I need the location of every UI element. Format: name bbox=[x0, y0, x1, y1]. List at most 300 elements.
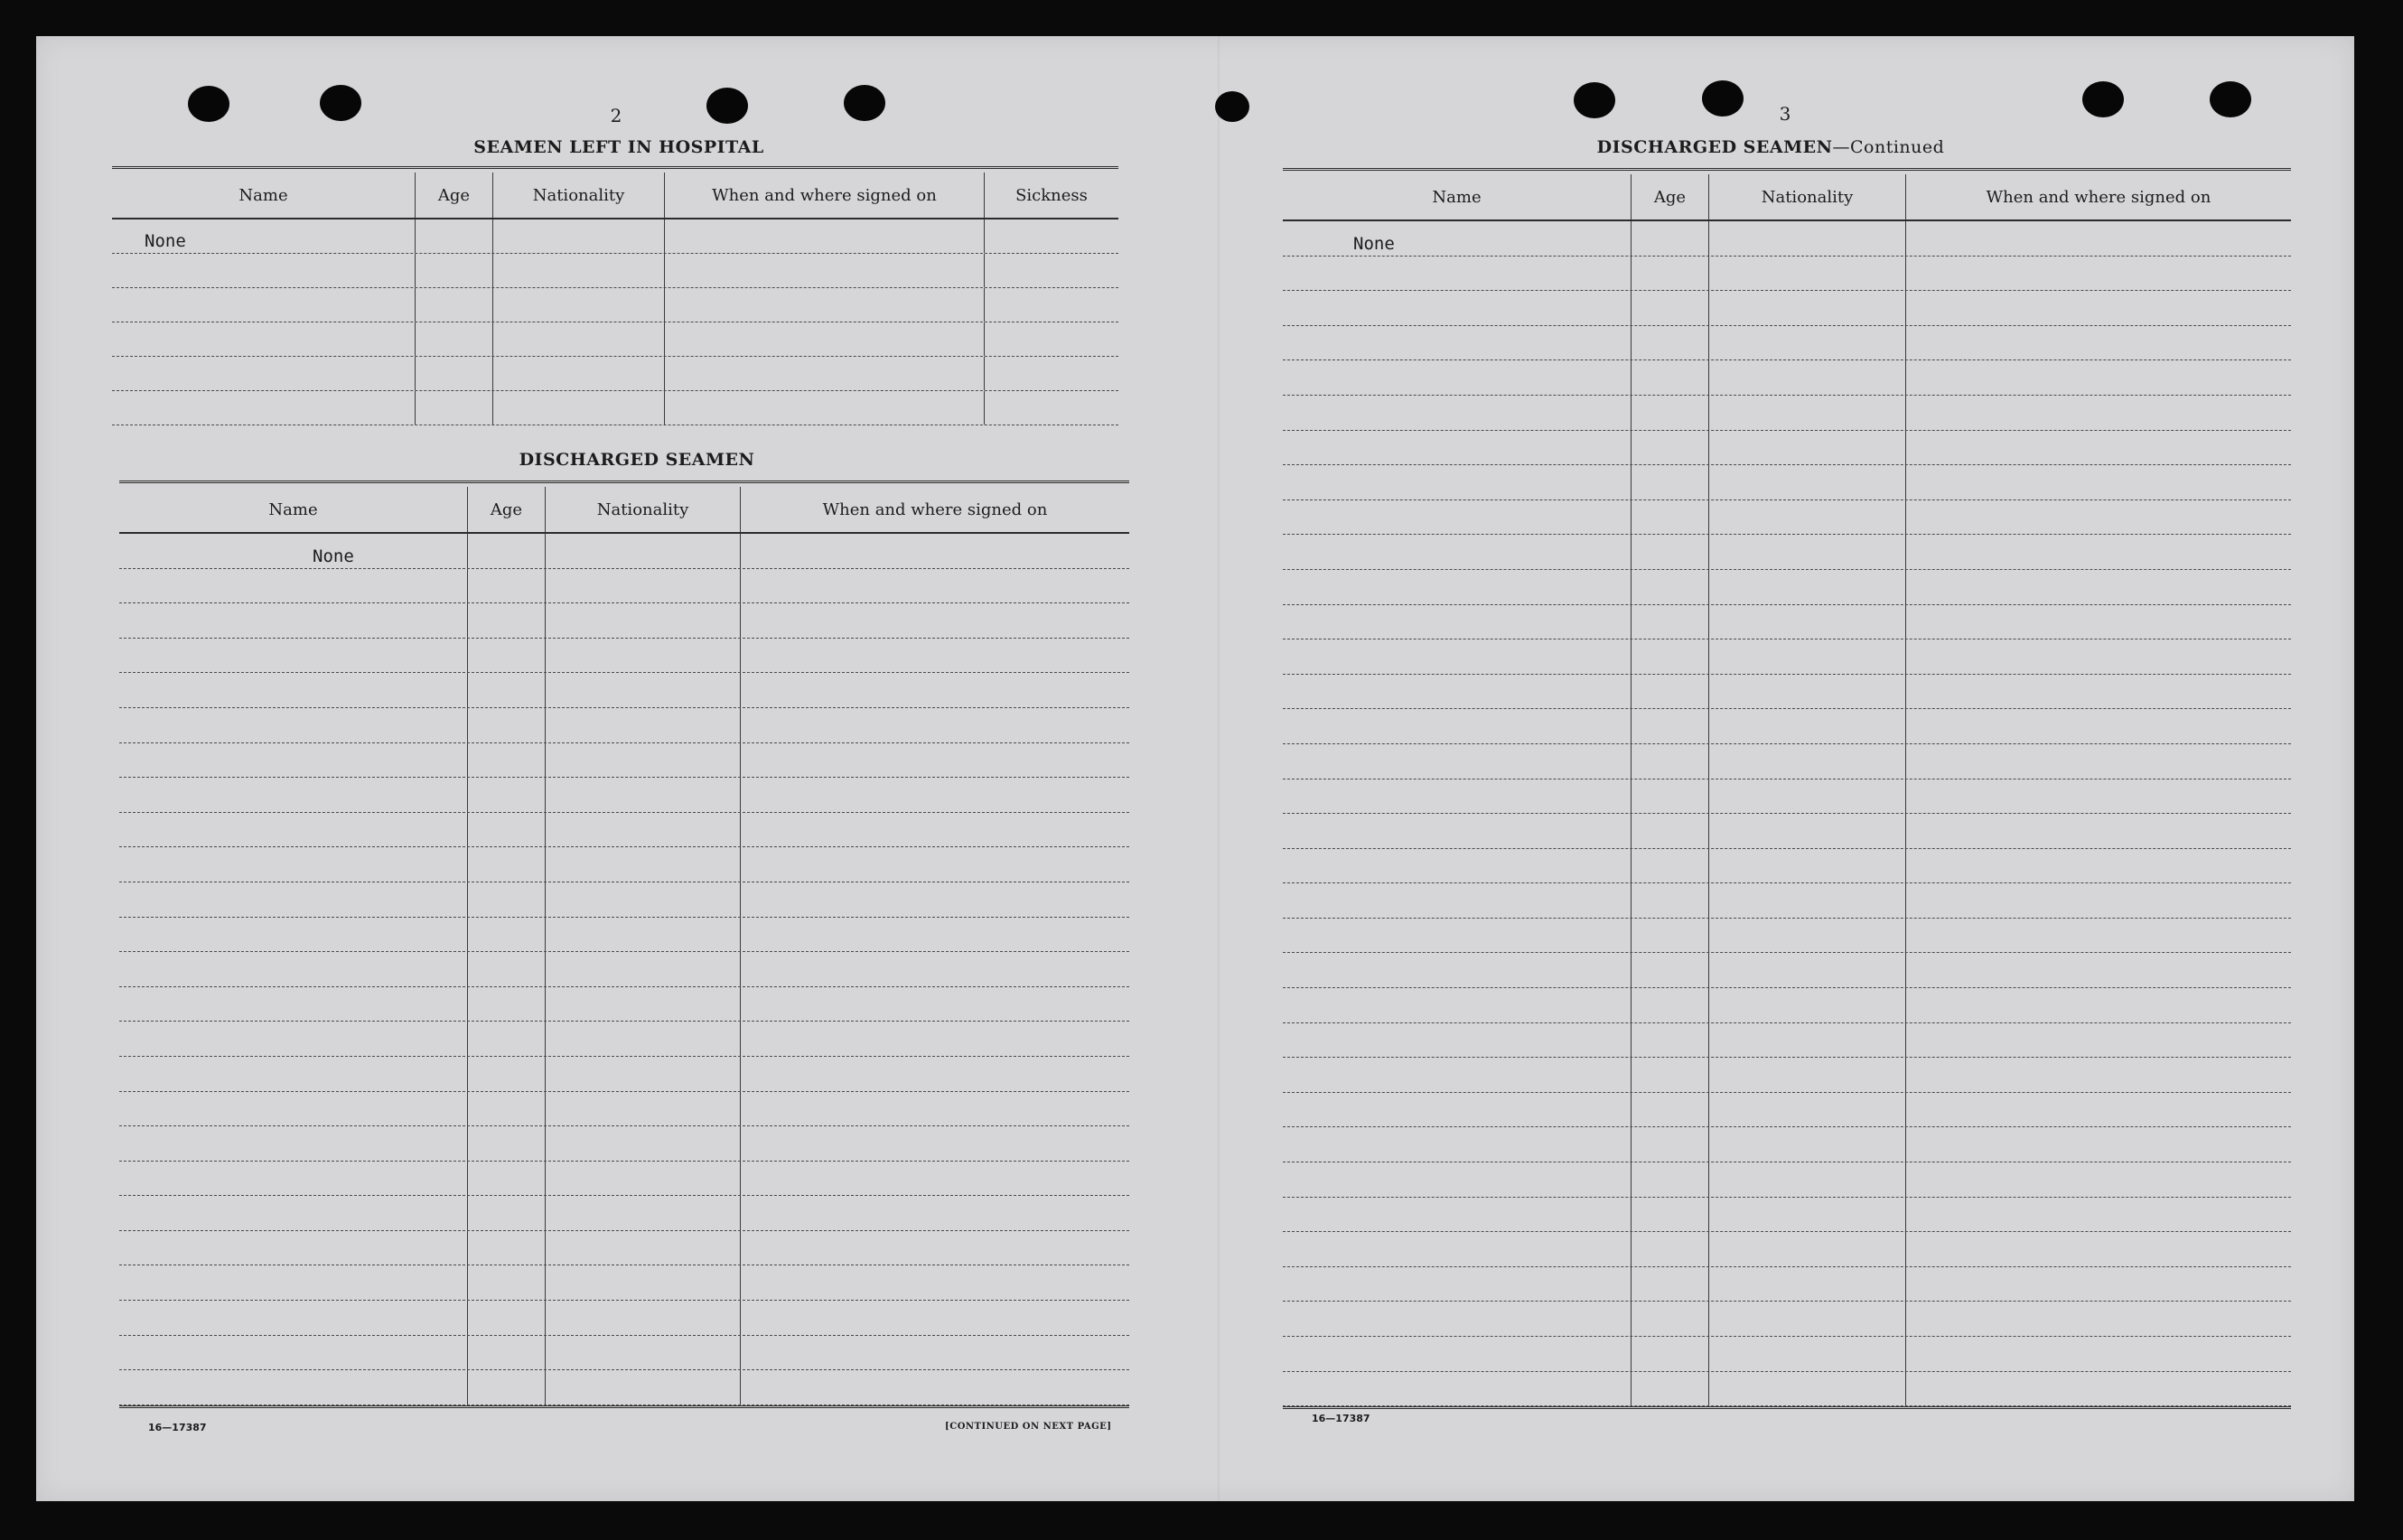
table-cell bbox=[741, 1370, 1129, 1405]
table-cell bbox=[1632, 849, 1709, 883]
table-cell bbox=[468, 603, 546, 638]
table-cell bbox=[468, 1022, 546, 1056]
table-cell bbox=[985, 288, 1118, 322]
punch-hole bbox=[2082, 81, 2124, 117]
table-cell bbox=[1906, 326, 2291, 360]
table-cell bbox=[546, 987, 741, 1022]
table-cell bbox=[468, 813, 546, 847]
table-cell bbox=[1906, 779, 2291, 814]
table-row bbox=[119, 534, 1129, 569]
table-cell bbox=[1906, 535, 2291, 569]
table-row bbox=[1283, 639, 2291, 675]
table-cell bbox=[1906, 500, 2291, 535]
table-cell bbox=[1906, 570, 2291, 604]
table-row bbox=[119, 708, 1129, 743]
table-row bbox=[119, 603, 1129, 639]
table-cell bbox=[1632, 465, 1709, 499]
table-cell bbox=[119, 1336, 468, 1370]
table-cell bbox=[546, 1092, 741, 1126]
table-row bbox=[119, 1057, 1129, 1092]
table-cell bbox=[1283, 1162, 1632, 1197]
table-cell bbox=[741, 778, 1129, 812]
table-row bbox=[1283, 605, 2291, 640]
table-cell bbox=[112, 391, 416, 425]
table-cell bbox=[1906, 1302, 2291, 1336]
table-row bbox=[119, 918, 1129, 953]
table-row bbox=[1283, 500, 2291, 536]
table-cell bbox=[1906, 1372, 2291, 1406]
table-row bbox=[119, 1265, 1129, 1301]
table-cell bbox=[493, 254, 665, 287]
entry-name: None bbox=[1283, 221, 1632, 256]
col-header-sickness: Sickness bbox=[1015, 185, 1088, 205]
table-cell bbox=[416, 219, 493, 253]
col-header-when-where: When and where signed on bbox=[1986, 187, 2211, 207]
table-cell bbox=[112, 288, 416, 322]
table-row bbox=[1283, 1023, 2291, 1059]
table-cell bbox=[416, 357, 493, 390]
table-cell bbox=[493, 322, 665, 356]
punch-hole bbox=[1702, 80, 1744, 117]
table-cell bbox=[741, 847, 1129, 882]
col-header-age: Age bbox=[468, 487, 546, 532]
table-cell bbox=[1906, 1198, 2291, 1232]
table-cell bbox=[1283, 709, 1632, 743]
table-cell bbox=[741, 1092, 1129, 1126]
punch-hole bbox=[2210, 81, 2251, 117]
table-cell bbox=[1632, 1198, 1709, 1232]
table-cell bbox=[546, 639, 741, 673]
table-cell bbox=[1709, 953, 1906, 987]
table-cell bbox=[468, 708, 546, 742]
table-row bbox=[119, 569, 1129, 604]
table-row bbox=[1283, 709, 2291, 744]
table-cell bbox=[416, 322, 493, 356]
table-row bbox=[119, 813, 1129, 848]
discharged-continued-table bbox=[1283, 168, 2291, 1409]
table-cell bbox=[1632, 883, 1709, 918]
table-row bbox=[1283, 291, 2291, 326]
table-cell bbox=[468, 1092, 546, 1126]
table-row bbox=[119, 847, 1129, 882]
table-cell bbox=[546, 1265, 741, 1300]
table-cell bbox=[1632, 1058, 1709, 1092]
table-cell bbox=[119, 847, 468, 882]
table-cell bbox=[493, 219, 665, 253]
table-cell bbox=[1709, 1127, 1906, 1162]
table-row bbox=[1283, 779, 2291, 815]
table-cell bbox=[546, 952, 741, 986]
table-cell bbox=[1632, 291, 1709, 325]
table-cell bbox=[1283, 1372, 1632, 1406]
table-row bbox=[119, 1231, 1129, 1266]
table-cell bbox=[1632, 257, 1709, 291]
table-cell bbox=[468, 1370, 546, 1405]
table-row bbox=[1283, 1337, 2291, 1372]
table-cell bbox=[1632, 814, 1709, 848]
table-cell bbox=[1709, 1162, 1906, 1197]
table-cell bbox=[1632, 709, 1709, 743]
left-form-code: 16—17387 bbox=[148, 1422, 207, 1433]
table-cell bbox=[112, 322, 416, 356]
table-cell bbox=[1283, 1267, 1632, 1302]
table-cell bbox=[1283, 779, 1632, 814]
table-cell bbox=[493, 288, 665, 322]
table-cell bbox=[546, 743, 741, 778]
table-cell bbox=[1906, 744, 2291, 779]
left-page-number: 2 bbox=[610, 105, 622, 126]
table-cell bbox=[112, 254, 416, 287]
table-cell bbox=[1632, 953, 1709, 987]
table-cell bbox=[546, 1162, 741, 1196]
table-cell bbox=[1283, 396, 1632, 430]
table-cell bbox=[741, 1231, 1129, 1265]
table-cell bbox=[1283, 988, 1632, 1022]
table-cell bbox=[119, 1092, 468, 1126]
table-cell bbox=[546, 1057, 741, 1091]
table-cell bbox=[1906, 396, 2291, 430]
table-cell bbox=[1632, 779, 1709, 814]
table-cell bbox=[546, 918, 741, 952]
table-cell bbox=[741, 987, 1129, 1022]
continued-note: [CONTINUED ON NEXT PAGE] bbox=[945, 1422, 1112, 1432]
table-cell bbox=[468, 1126, 546, 1161]
table-cell bbox=[119, 673, 468, 707]
table-cell bbox=[1283, 1093, 1632, 1127]
punch-hole bbox=[844, 85, 885, 121]
table-cell bbox=[1283, 675, 1632, 709]
table-row bbox=[112, 322, 1118, 357]
table-cell bbox=[741, 813, 1129, 847]
table-cell bbox=[1632, 675, 1709, 709]
col-header-when-where: When and where signed on bbox=[822, 499, 1048, 519]
table-cell bbox=[1709, 675, 1906, 709]
col-header-nationality: Nationality bbox=[493, 173, 665, 218]
table-cell bbox=[1283, 639, 1632, 674]
table-cell bbox=[1709, 605, 1906, 639]
table-cell bbox=[741, 952, 1129, 986]
table-cell bbox=[1709, 360, 1906, 395]
table-cell bbox=[1283, 431, 1632, 465]
table-cell bbox=[119, 1057, 468, 1091]
table-cell bbox=[1632, 1093, 1709, 1127]
table-cell bbox=[1906, 221, 2291, 256]
table-cell bbox=[1283, 605, 1632, 639]
table-cell bbox=[1709, 1267, 1906, 1302]
table-cell bbox=[741, 1162, 1129, 1196]
punch-hole bbox=[706, 88, 748, 124]
table-cell bbox=[1632, 396, 1709, 430]
hospital-table-header bbox=[112, 173, 1118, 219]
table-cell bbox=[1906, 1023, 2291, 1058]
table-cell bbox=[416, 391, 493, 425]
table-cell bbox=[1906, 639, 2291, 674]
table-cell bbox=[546, 569, 741, 603]
table-cell bbox=[1906, 431, 2291, 465]
table-cell bbox=[1283, 1198, 1632, 1232]
table-row bbox=[1283, 221, 2291, 257]
table-cell bbox=[665, 219, 985, 253]
table-cell bbox=[119, 743, 468, 778]
table-row bbox=[1283, 1302, 2291, 1337]
right-page-number: 3 bbox=[1779, 103, 1791, 125]
table-cell bbox=[1709, 1058, 1906, 1092]
table-cell bbox=[1709, 849, 1906, 883]
table-row bbox=[119, 1022, 1129, 1057]
table-row bbox=[119, 1336, 1129, 1371]
table-cell bbox=[1283, 500, 1632, 535]
punch-hole bbox=[188, 86, 229, 122]
table-cell bbox=[1283, 257, 1632, 291]
discharged-table-body bbox=[119, 534, 1129, 1405]
table-row bbox=[119, 673, 1129, 708]
table-row bbox=[1283, 919, 2291, 954]
table-cell bbox=[1632, 1267, 1709, 1302]
table-cell bbox=[546, 847, 741, 882]
table-row bbox=[112, 391, 1118, 425]
table-cell bbox=[119, 1301, 468, 1335]
table-cell bbox=[665, 288, 985, 322]
table-cell bbox=[741, 1057, 1129, 1091]
table-cell bbox=[119, 1162, 468, 1196]
table-cell bbox=[1283, 291, 1632, 325]
discharged-continued-header bbox=[1283, 174, 2291, 221]
table-cell bbox=[741, 603, 1129, 638]
table-row bbox=[1283, 360, 2291, 396]
table-row bbox=[119, 987, 1129, 1022]
table-cell bbox=[546, 1126, 741, 1161]
table-cell bbox=[1632, 988, 1709, 1022]
table-cell bbox=[119, 1022, 468, 1056]
table-row bbox=[1283, 849, 2291, 884]
table-row bbox=[1283, 1198, 2291, 1233]
table-cell bbox=[741, 918, 1129, 952]
table-cell bbox=[1709, 919, 1906, 953]
table-cell bbox=[119, 952, 468, 986]
table-cell bbox=[1283, 535, 1632, 569]
table-row bbox=[119, 1162, 1129, 1197]
table-cell bbox=[468, 918, 546, 952]
entry-name: None bbox=[119, 534, 468, 568]
table-cell bbox=[546, 603, 741, 638]
table-cell bbox=[1632, 500, 1709, 535]
table-cell bbox=[546, 882, 741, 917]
table-row bbox=[1283, 535, 2291, 570]
table-cell bbox=[1709, 570, 1906, 604]
table-cell bbox=[1709, 709, 1906, 743]
table-row bbox=[119, 1301, 1129, 1336]
table-row bbox=[1283, 1058, 2291, 1093]
table-cell bbox=[1906, 1232, 2291, 1266]
table-cell bbox=[1709, 431, 1906, 465]
table-cell bbox=[1283, 1337, 1632, 1371]
table-cell bbox=[1906, 849, 2291, 883]
table-cell bbox=[1709, 1302, 1906, 1336]
table-row bbox=[119, 1196, 1129, 1231]
table-cell bbox=[1709, 465, 1906, 499]
table-cell bbox=[1709, 291, 1906, 325]
punch-hole bbox=[320, 85, 361, 121]
table-cell bbox=[1283, 1302, 1632, 1336]
table-cell bbox=[1283, 1058, 1632, 1092]
table-cell bbox=[468, 987, 546, 1022]
title-main: DISCHARGED SEAMEN bbox=[1596, 137, 1833, 157]
table-cell bbox=[119, 987, 468, 1022]
table-cell bbox=[1709, 883, 1906, 918]
table-row bbox=[1283, 988, 2291, 1023]
table-cell bbox=[741, 569, 1129, 603]
table-cell bbox=[985, 322, 1118, 356]
table-cell bbox=[1709, 1372, 1906, 1406]
table-cell bbox=[546, 1022, 741, 1056]
table-row bbox=[1283, 1232, 2291, 1267]
table-cell bbox=[119, 778, 468, 812]
table-cell bbox=[741, 1265, 1129, 1300]
table-cell bbox=[1709, 744, 1906, 779]
table-cell bbox=[1283, 814, 1632, 848]
discharged-table-header bbox=[119, 487, 1129, 534]
table-cell bbox=[468, 1196, 546, 1230]
discharged-table bbox=[119, 481, 1129, 1408]
table-cell bbox=[985, 357, 1118, 390]
table-cell bbox=[741, 708, 1129, 742]
table-cell bbox=[1709, 1232, 1906, 1266]
table-cell bbox=[546, 1336, 741, 1370]
col-header-nationality: Nationality bbox=[546, 487, 741, 532]
table-row bbox=[1283, 1093, 2291, 1128]
table-cell bbox=[1283, 360, 1632, 395]
table-cell bbox=[1709, 396, 1906, 430]
table-cell bbox=[741, 534, 1129, 568]
table-cell bbox=[546, 778, 741, 812]
col-header-age: Age bbox=[416, 173, 493, 218]
table-row bbox=[1283, 675, 2291, 710]
table-cell bbox=[1632, 639, 1709, 674]
table-cell bbox=[546, 673, 741, 707]
table-cell bbox=[468, 1057, 546, 1091]
table-cell bbox=[493, 357, 665, 390]
table-cell bbox=[665, 391, 985, 425]
table-cell bbox=[119, 1265, 468, 1300]
table-cell bbox=[119, 1370, 468, 1405]
table-cell bbox=[546, 1196, 741, 1230]
table-bottom-rule bbox=[119, 1405, 1129, 1408]
table-cell bbox=[1632, 1302, 1709, 1336]
table-cell bbox=[468, 639, 546, 673]
table-cell bbox=[1283, 570, 1632, 604]
table-cell bbox=[985, 254, 1118, 287]
discharged-section-title: DISCHARGED SEAMEN bbox=[519, 450, 755, 470]
entry-name: None bbox=[112, 219, 416, 253]
table-cell bbox=[119, 1231, 468, 1265]
table-cell bbox=[546, 1231, 741, 1265]
table-cell bbox=[1283, 1127, 1632, 1162]
table-cell bbox=[1632, 221, 1709, 256]
table-cell bbox=[665, 254, 985, 287]
table-row bbox=[1283, 1127, 2291, 1162]
table-cell bbox=[468, 847, 546, 882]
table-cell bbox=[1906, 1267, 2291, 1302]
table-cell bbox=[1709, 1198, 1906, 1232]
table-cell bbox=[119, 813, 468, 847]
table-row bbox=[1283, 814, 2291, 849]
table-cell bbox=[468, 1231, 546, 1265]
table-cell bbox=[741, 1336, 1129, 1370]
table-cell bbox=[741, 673, 1129, 707]
table-row bbox=[119, 1370, 1129, 1405]
table-cell bbox=[1709, 257, 1906, 291]
table-cell bbox=[468, 1265, 546, 1300]
table-row bbox=[112, 288, 1118, 322]
table-cell bbox=[416, 254, 493, 287]
table-cell bbox=[741, 1301, 1129, 1335]
table-cell bbox=[1632, 326, 1709, 360]
table-cell bbox=[468, 778, 546, 812]
table-cell bbox=[468, 1336, 546, 1370]
table-cell bbox=[416, 288, 493, 322]
table-row bbox=[1283, 1162, 2291, 1198]
table-cell bbox=[546, 813, 741, 847]
table-bottom-rule bbox=[1283, 1406, 2291, 1409]
table-cell bbox=[665, 357, 985, 390]
table-cell bbox=[1709, 814, 1906, 848]
table-cell bbox=[1283, 1232, 1632, 1266]
hospital-table-body bbox=[112, 219, 1118, 425]
table-row bbox=[1283, 396, 2291, 431]
table-cell bbox=[468, 952, 546, 986]
table-cell bbox=[468, 743, 546, 778]
table-cell bbox=[1906, 1093, 2291, 1127]
col-header-when-where: When and where signed on bbox=[665, 173, 985, 218]
right-form-code: 16—17387 bbox=[1312, 1413, 1370, 1424]
table-cell bbox=[1906, 465, 2291, 499]
table-cell bbox=[1906, 1058, 2291, 1092]
title-suffix: —Continued bbox=[1832, 137, 1945, 157]
table-cell bbox=[1632, 1127, 1709, 1162]
table-cell bbox=[1283, 326, 1632, 360]
table-cell bbox=[1632, 535, 1709, 569]
table-cell bbox=[468, 673, 546, 707]
hospital-table bbox=[112, 166, 1118, 425]
table-row bbox=[1283, 953, 2291, 988]
table-row bbox=[112, 254, 1118, 288]
page-fold bbox=[1218, 36, 1220, 1501]
table-cell bbox=[741, 1126, 1129, 1161]
col-header-nationality: Nationality bbox=[1709, 174, 1906, 219]
table-row bbox=[1283, 257, 2291, 292]
table-cell bbox=[1632, 744, 1709, 779]
table-row bbox=[1283, 570, 2291, 605]
table-cell bbox=[985, 391, 1118, 425]
table-cell bbox=[119, 1196, 468, 1230]
table-row bbox=[119, 743, 1129, 779]
table-cell bbox=[1709, 639, 1906, 674]
table-row bbox=[119, 639, 1129, 674]
table-cell bbox=[741, 639, 1129, 673]
table-cell bbox=[1906, 709, 2291, 743]
table-cell bbox=[1709, 1337, 1906, 1371]
col-header-age: Age bbox=[1632, 174, 1709, 219]
table-cell bbox=[1906, 605, 2291, 639]
table-row bbox=[1283, 1372, 2291, 1407]
table-row bbox=[119, 1092, 1129, 1127]
col-header-name: Name bbox=[119, 487, 468, 532]
table-cell bbox=[1283, 465, 1632, 499]
table-cell bbox=[1906, 675, 2291, 709]
table-cell bbox=[1906, 814, 2291, 848]
table-cell bbox=[1283, 1023, 1632, 1058]
table-row bbox=[112, 219, 1118, 254]
